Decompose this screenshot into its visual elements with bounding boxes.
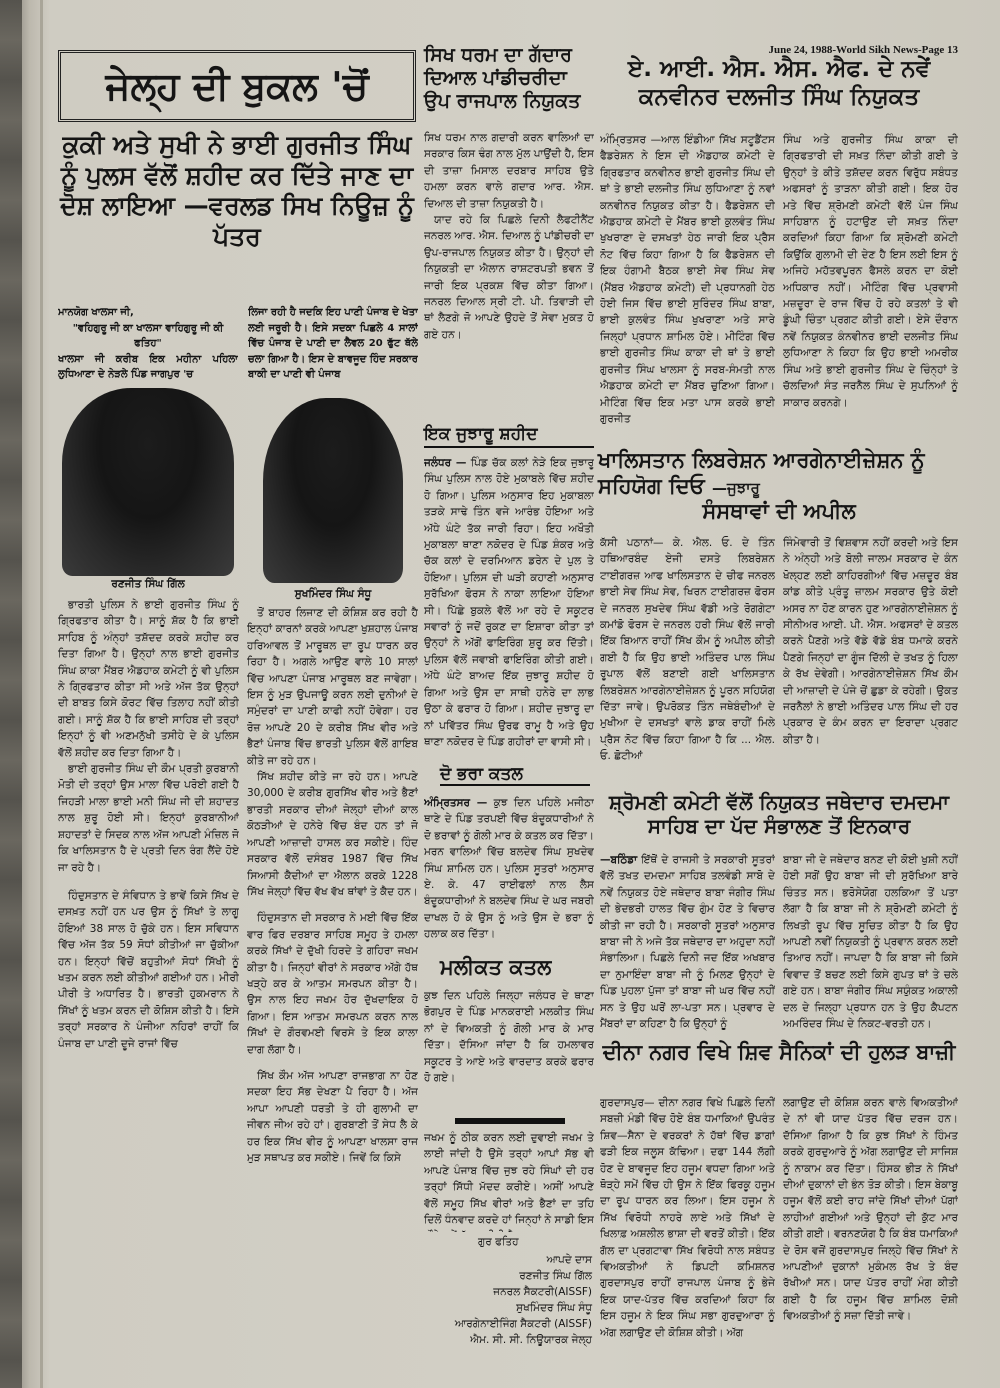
martyr-headline: ਇਕ ਜੁਝਾਰੂ ਸ਼ਹੀਦ — [424, 424, 594, 448]
paragraph: ਭਾਰਤੀ ਪੁਲਿਸ ਨੇ ਭਾਈ ਗੁਰਜੀਤ ਸਿੰਘ ਨੂੰ ਗ੍ਰਿਫਤਾਰ ਕੀਤਾ ਹੈ। ਸਾਨੂੰ ਸ਼ੱਕ ਹੈ ਕਿ ਭਾਈ ਸਾਹਿਬ ਨੂੰ ਅੰਨ੍ਹਾਂ ਤਸ਼ੱਦਦ ਕਰਕੇ ਸ਼ਹੀਦ ਕਰ ਦਿਤਾ ਗਿਆ ਹੈ। ਉਨ੍ਹਾਂ ਨਾਲ ਭਾਈ ਗੁਰਜੀਤ ਸਿੰਘ ਕਾਕਾ ਮੈਂਬਰ ਐਡਹਾਕ ਕਮੇਟੀ ਨੂੰ ਵੀ ਪੁਲਿਸ ਨੇ ਗ੍ਰਿਫਤਾਰ ਕੀਤਾ ਸੀ ਅਤੇ ਅੱਜ ਤੱਕ ਉਨ੍ਹਾਂ ਦੀ ਬਾਬਤ ਕਿਸੇ ਕੋਰਟ ਵਿੱਚ ਤਿਲਾਹ ਨਹੀਂ ਕੀਤੀ ਗਈ। ਸਾਨੂੰ ਸ਼ੱਕ ਹੈ ਕਿ ਭਾਈ ਸਾਹਿਬ ਦੀ ਤਰ੍ਹਾਂ ਇਨ੍ਹਾਂ ਨੂੰ ਵੀ ਅਣਮਨੁੱਖੀ ਤਸੀਹੇ ਦੇ ਕੇ ਪੁਲਿਸ ਵੱਲੋਂ ਸ਼ਹੀਦ ਕਰ ਦਿਤਾ ਗਿਆ ਹੈ। — [58, 599, 239, 759]
section-title-box: ਜੇਲ੍ਹ ਦੀ ਬੁਕਲ 'ਚੋਂ — [58, 50, 416, 122]
paragraph: ਸਿੱਖ ਸ਼ਹੀਦ ਕੀਤੇ ਜਾ ਰਹੇ ਹਨ। ਆਪਣੇ 30,000 ਦੇ ਕਰੀਬ ਗੁਰਸਿੱਖ ਵੀਰ ਅਤੇ ਭੈਣਾਂ ਭਾਰਤੀ ਸਰਕਾਰ ਦੀਆਂ ਜੇਲ੍ਹਾਂ ਦੀਆਂ ਕਾਲ ਕੋਠੜੀਆਂ ਦੇ ਹਨੇਰੇ ਵਿੱਚ ਬੰਦ ਹਨ ਤਾਂ ਜੋ ਆਪਣੀ ਆਜ਼ਾਦੀ ਹਾਸਲ ਕਰ ਸਕੀਏ। ਹਿੰਦ ਸਰਕਾਰ ਵੱਲੋਂ ਦਸੰਬਰ 1987 ਵਿੱਚ ਸਿੱਖ ਸਿਆਸੀ ਕੈਦੀਆਂ ਦਾ ਐਲਾਨ ਕਰਕੇ 1228 ਸਿੱਖ ਜੇਲ੍ਹਾਂ ਵਿੱਚ ਵੱਖ ਵੱਖ ਥਾਂਵਾਂ ਤੇ ਕੈਦ ਹਨ। — [247, 771, 418, 898]
photo-ranjit-singh-gill — [62, 388, 234, 576]
signature-line: ਰਣਜੀਤ ਸਿੰਘ ਗਿੱਲ — [519, 1270, 592, 1282]
martyr-body — [424, 455, 594, 760]
letter-column-2 — [247, 605, 418, 1380]
letter-greeting-block — [58, 305, 238, 385]
signature-line: ਜਨਰਲ ਸੈਕਟਰੀ(AISSF) — [493, 1286, 592, 1298]
photo-caption-left: ਰਣਜੀਤ ਸਿੰਘ ਗਿੱਲ — [111, 578, 185, 590]
paragraph: ਯਾਦ ਰਹੇ ਕਿ ਪਿਛਲੇ ਦਿਨੀ ਲੈਫਟੀਨੈਂਟ ਜਨਰਲ ਆਰ. ਐਸ. ਦਿਆਲ ਨੂੰ ਪਾਂਡੀਚਰੀ ਦਾ ਉਪ-ਰਾਜਪਾਲ ਨਿਯੁਕਤ ਕੀਤਾ ਹੈ। ਉਨ੍ਹਾਂ ਦੀ ਨਿਯੁਕਤੀ ਦਾ ਐਲਾਨ ਰਾਸ਼ਟਰਪਤੀ ਭਵਨ ਤੋਂ ਜਾਰੀ ਇਕ ਪ੍ਰਕਸ਼ ਵਿੱਚ ਕੀਤਾ ਗਿਆ। ਜਨਰਲ ਦਿਆਲ ਸ੍ਰੀ ਟੀ. ਪੀ. ਤਿਵਾੜੀ ਦੀ ਥਾਂ ਲੈਣਗੇ ਜੋ ਆਪਣੇ ਉਹਦੇ ਤੋਂ ਸੇਵਾ ਮੁਕਤ ਹੋ ਗਏ ਹਨ। — [424, 214, 594, 341]
committee-col1 — [600, 852, 775, 1032]
letter-col2-intro: ਲਿਜਾ ਰਹੀ ਹੈ ਜਦਕਿ ਇਹ ਪਾਣੀ ਪੰਜਾਬ ਦੇ ਖੇਤਾ ਲਈ ਜਰੂਰੀ ਹੈ। ਇਸੇ ਸਦਕਾ ਪਿਛਲੇ 4 ਸਾਲਾਂ ਵਿੱਚ ਪੰਜਾਬ ਦੇ ਪਾਣੀ ਦਾ ਲੈਵਲ 20 ਫੁੱਟ ਥੱਲੇ ਚਲਾ ਗਿਆ ਹੈ। ਇਸ ਦੇ ਬਾਵਜੂਦ ਹਿੰਦ ਸਰਕਾਰ ਬਾਕੀ ਦਾ ਪਾਣੀ ਵੀ ਪੰਜਾਬ — [248, 307, 418, 380]
letter-greeting: "ਵਹਿਗੁਰੂ ਜੀ ਕਾ ਖਾਲਸਾ ਵਾਹਿਗੁਰੂ ਜੀ ਕੀ ਫਤਿਹ" — [72, 322, 224, 349]
dinanagar-headline: ਦੀਨਾ ਨਗਰ ਵਿਖੇ ਸ਼ਿਵ ਸੈਨਿਕਾਂ ਦੀ ਹੁਲੜ ਬਾਜ਼ੀ — [602, 1040, 956, 1064]
klo-headline-byline: —ਜੁਝਾਰੂ — [712, 478, 760, 497]
klo-headline-tail: ਸੰਸਥਾਵਾਂ ਦੀ ਅਪੀਲ — [702, 499, 856, 524]
letter-signature — [424, 1252, 592, 1348]
paragraph: ਸਿਖ ਧਰਮ ਨਾਲ ਗਦਾਰੀ ਕਰਨ ਵਾਲਿਆਂ ਦਾ ਸਰਕਾਰ ਕਿਸ ਢੰਗ ਨਾਲ ਮੁੱਲ ਪਾਉਂਦੀ ਹੈ, ਇਸ ਦੀ ਤਾਜ਼ਾ ਮਿਸਾਲ ਦਰਬਾਰ ਸਾਹਿਬ ਉਤੇ ਹਮਲਾ ਕਰਨ ਵਾਲੇ ਗਦਾਰ ਆਰ. ਐਸ. ਦਿਆਲ ਦੀ ਤਾਜ਼ਾ ਨਿਯੁਕਤੀ ਹੈ। — [424, 132, 594, 210]
aissf-col1: ਅੰਮ੍ਰਿਤਸਰ —ਆਲ ਇੰਡੀਆ ਸਿੱਖ ਸਟੂਡੈਂਟਸ ਫੈਡਰੇਸ਼ਨ ਨੇ ਇਸ ਦੀ ਐਡਹਾਕ ਕਮੇਟੀ ਦੇ ਗ੍ਰਿਫਤਾਰ ਕਨਵੀਨਰ ਭਾਈ ਗੁਰਜੀਤ ਸਿੰਘ ਦੀ ਥਾਂ ਤੇ ਭਾਈ ਦਲਜੀਤ ਸਿੰਘ ਲੁਧਿਆਣਾ ਨੂੰ ਨਵਾਂ ਕਨਵੀਨਰ ਨਿਯੁਕਤ ਕੀਤਾ ਹੈ। ਫੈਡਰੇਸ਼ਨ ਦੀ ਐਡਹਾਕ ਕਮੇਟੀ ਦੇ ਮੈਂਬਰ ਭਾਈ ਕੁਲਵੰਤ ਸਿੰਘ ਖੁਖਰਾਣਾ ਦੇ ਦਸਖਤਾਂ ਹੇਠ ਜਾਰੀ ਇਕ ਪ੍ਰੈਸ ਨੋਟ ਵਿੱਚ ਕਿਹਾ ਗਿਆ ਹੈ ਕਿ ਫੈਡਰੇਸ਼ਨ ਦੀ ਇਕ ਹੰਗਾਮੀ ਬੈਠਕ ਭਾਈ ਸੇਵ ਸਿੰਘ ਸੇਵ (ਮੈਂਬਰ ਐਡਹਾਕ ਕਮੇਟੀ) ਦੀ ਪ੍ਰਧਾਨਗੀ ਹੇਠ ਹੋਈ ਜਿਸ ਵਿੱਚ ਭਾਈ ਸੁਰਿੰਦਰ ਸਿੰਘ ਬਾਬਾ, ਭਾਈ ਕੁਲਵੰਤ ਸਿੰਘ ਖੁਖਰਾਣਾ ਅਤੇ ਸਾਰੇ ਜਿਲ੍ਹਾਂ ਪ੍ਰਧਾਨ ਸ਼ਾਮਿਲ ਹੋਏ। ਮੀਟਿੰਗ ਵਿੱਚ ਭਾਈ ਗੁਰਜੀਤ ਸਿੰਘ ਕਾਕਾ ਦੀ ਥਾਂ ਤੇ ਭਾਈ ਗੁਰਜੀਤ ਸਿੰਘ ਖਾਲਸਾ ਨੂੰ ਸਰਬ-ਸੰਮਤੀ ਨਾਲ ਐਡਹਾਕ ਕਮੇਟੀ ਦਾ ਮੈਂਬਰ ਚੁਣਿਆ ਗਿਆ। ਮੀਟਿੰਗ ਵਿੱਚ ਇਕ ਮਤਾ ਪਾਸ ਕਰਕੇ ਭਾਈ ਗੁਰਜੀਤ — [600, 134, 775, 425]
paragraph: ਹਿੰਦੁਸਤਾਨ ਦੇ ਸੰਵਿਧਾਨ ਤੇ ਭਾਵੇਂ ਕਿਸੇ ਸਿੱਖ ਦੇ ਦਸਖ਼ਤ ਨਹੀਂ ਹਨ ਪਰ ਉਸ ਨੂੰ ਸਿੱਖਾਂ ਤੇ ਲਾਗੂ ਹੋਇਆਂ 38 ਸਾਲ ਹੋ ਚੁੱਕੇ ਹਨ। ਇਸ ਸਵਿਧਾਨ ਵਿੱਚ ਅੱਜ ਤੱਕ 59 ਸੋਧਾਂ ਕੀਤੀਆਂ ਜਾ ਚੁੱਕੀਆ ਹਨ। ਇਨ੍ਹਾਂ ਵਿੱਚੋਂ ਬਹੁਤੀਆਂ ਸੋਧਾਂ ਸਿੱਖੀ ਨੂੰ ਖਤਮ ਕਰਨ ਲਈ ਕੀਤੀਆਂ ਗਈਆਂ ਹਨ। ਮੀਰੀ ਪੀਰੀ ਤੇ ਅਧਾਰਿਤ ਹੈ। ਭਾਰਤੀ ਹੁਕਮਰਾਨ ਨੇ ਸਿੱਖਾਂ ਨੂੰ ਖਤਮ ਕਰਨ ਦੀ ਕੋਸ਼ਿਸ ਕੀਤੀ ਹੈ। ਇਸੇ ਤਰ੍ਹਾਂ ਸਰਕਾਰ ਨੇ ਪੰਜੀਆ ਨਹਿਰਾਂ ਰਾਹੀਂ ਕਿ ਪੰਜਾਬ ਦਾ ਪਾਣੀ ਦੂਜੇ ਰਾਜਾਂ ਵਿੱਚ — [58, 889, 239, 1050]
dial-headline: ਸਿਖ ਧਰਮ ਦਾ ਗੱਦਾਰ ਦਿਆਲ ਪਾਂਡੀਚਰੀਦਾ ਉਪ ਰਾਜਪਾਲ ਨਿਯੁਕਤ — [424, 44, 581, 113]
brothers-headline: ਦੋ ਭਰਾ ਕਤਲ — [440, 764, 590, 786]
article-text: ਪਿੰਡ ਚੱਕ ਕਲਾਂ ਨੇੜੇ ਇਕ ਜੁਝਾਰੂ ਸਿੰਘ ਪੁਲਿਸ ਨਾਲ ਹੋਏ ਮੁਕਾਬਲੇ ਵਿੱਚ ਸ਼ਹੀਦ ਹੋ ਗਿਆ। ਪੁਲਿਸ ਅਨੁਸਾਰ ਇਹ ਮੁਕਾਬਲਾ ਤੜਕੇ ਸਾਢੇ ਤਿੰਨ ਵਜੇ ਆਰੰਭ ਹੋਇਆ ਅਤੇ ਅੱਧੇ ਘੰਟੇ ਤੱਕ ਜਾਰੀ ਰਿਹਾ। ਇਹ ਅਖੌਤੀ ਮੁਕਾਬਲਾ ਥਾਣਾ ਨਕੋਦਰ ਦੇ ਪਿੰਡ ਸ਼ੰਕਰ ਅਤੇ ਚੱਕ ਕਲਾਂ ਦੇ ਦਰਮਿਆਨ ਡਰੇਨ ਦੇ ਪੁਲ ਤੇ ਹੋਇਆ। ਪੁਲਿਸ ਦੀ ਘੜੀ ਕਹਾਣੀ ਅਨੁਸਾਰ ਸੁਰੱਖਿਆ ਫੋਰਸ ਨੇ ਨਾਕਾ ਲਾਇਆ ਹੋਇਆ ਸੀ। ਪਿੱਛੇ ਬੁਕਲੇ ਵੱਲੋਂ ਆ ਰਹੇ ਦੋ ਸਕੂਟਰ ਸਵਾਰਾਂ ਨੂੰ ਜਦੋਂ ਰੁਕਣ ਦਾ ਇਸ਼ਾਰਾ ਕੀਤਾ ਤਾਂ ਉਨ੍ਹਾਂ ਨੇ ਅੱਗੋਂ ਫਾਇਰਿੰਗ ਸ਼ੁਰੂ ਕਰ ਦਿੱਤੀ। ਪੁਲਿਸ ਵੱਲੋਂ ਜਵਾਬੀ ਫਾਇਰਿੰਗ ਕੀਤੀ ਗਈ। ਅੱਧੇ ਘੰਟੇ ਬਾਅਦ ਇੱਕ ਜੁਝਾਰੂ ਸ਼ਹੀਦ ਹੋ ਗਿਆ ਅਤੇ ਉਸ ਦਾ ਸਾਥੀ ਹਨੇਰੇ ਦਾ ਲਾਭ ਉਠਾ ਕੇ ਫਰਾਰ ਹੋ ਗਿਆ। ਸ਼ਹੀਦ ਜੁਝਾਰੂ ਦਾ ਨਾਂ ਪਵਿੱਤਰ ਸਿੰਘ ਉਰਫ ਰਾਮੂ ਹੈ ਅਤੇ ਉਹ ਥਾਣਾ ਨਕੋਦਰ ਦੇ ਪਿੰਡ ਗਹੀਰਾਂ ਦਾ ਵਾਸੀ ਸੀ। — [424, 457, 594, 748]
letter-closing-body: ਜਖਮ ਨੂੰ ਠੀਕ ਕਰਨ ਲਈ ਦੁਵਾਈ ਜਖਮ ਤੇ ਲਾਈ ਜਾਂਦੀ ਹੈ ਉਸੇ ਤਰ੍ਹਾਂ ਆਪਾਂ ਸੱਭ ਵੀ ਆਪਣੇ ਪੰਜਾਬ ਵਿੱਚ ਜੁਝ ਰਹੇ ਸਿੰਘਾਂ ਦੀ ਹਰ ਤਰ੍ਹਾਂ ਸਿੱਧੀ ਮੱਦਦ ਕਰੀਏ। ਅਸੀਂ ਆਪਣੇ ਵੱਲੋਂ ਸਮੂਹ ਸਿੱਖ ਵੀਰਾਂ ਅਤੇ ਭੈਣਾਂ ਦਾ ਤਹਿ ਦਿਲੋਂ ਧੰਨਵਾਦ ਕਰਦੇ ਹਾਂ ਜਿਨ੍ਹਾਂ ਨੇ ਸਾਡੀ ਇਸ — [424, 1132, 594, 1227]
malikat-body: ਕੁਝ ਦਿਨ ਪਹਿਲੇ ਜਿਲ੍ਹਾ ਜਲੰਧਰ ਦੇ ਥਾਣਾ ਭੋਗਪੁਰ ਦੇ ਪਿੰਡ ਮਾਨਕਰਾਈ ਮਲਕੀਤ ਸਿੰਘ ਨਾਂ ਦੇ ਵਿਅਕਤੀ ਨੂੰ ਗੋਲੀ ਮਾਰ ਕੇ ਮਾਰ ਦਿੱਤਾ। ਦੱਸਿਆ ਜਾਂਦਾ ਹੈ ਕਿ ਹਮਲਾਵਰ ਸਕੂਟਰ ਤੇ ਆਏ ਅਤੇ ਵਾਰਦਾਤ ਕਰਕੇ ਫਰਾਰ ਹੋ ਗਏ। — [424, 990, 594, 1085]
page-masthead: June 24, 1988-World Sikh News-Page 13 — [768, 44, 958, 56]
klo-col1: ਕੱਸੀ ਪਠਾਨਾਂ— ਕੇ. ਐਲ. ਓ. ਦੇ ਤਿੰਨ ਹਥਿਆਰਬੰਦ ਏਜੀ ਦਸਤੇ ਲਿਬਰੇਸ਼ਨ ਟਾਈਗਰਜ਼ ਆਫ ਖਾਲਿਸਤਾਨ ਦੇ ਚੀਫ ਜਨਰਲ ਭਾਈ ਸੇਵ ਸਿੰਘ ਸੇਵ, ਖਿਰਨ ਟਾਈਗਰਜ਼ ਫੋਰਸ ਦੇ ਜਨਰਲ ਸੁਖਦੇਵ ਸਿੰਘ ਵੱਡੀ ਅਤੇ ਰੋਗਗੇਟਾ ਕਮਾਂਡੋ ਫੋਰਸ ਦੇ ਜਨਰਲ ਹਰੀ ਸਿੰਘ ਵੱਲੋਂ ਜਾਰੀ ਇੱਕ ਬਿਆਨ ਰਾਹੀਂ ਸਿੱਖ ਕੌਮ ਨੂੰ ਅਪੀਲ ਕੀਤੀ ਗਈ ਹੈ ਕਿ ਉਹ ਭਾਈ ਅਤਿੰਦਰ ਪਾਲ ਸਿੰਘ ਰੂਪਾਲ ਵੱਲੋਂ ਬਣਾਈ ਗਈ ਖਾਲਿਸਤਾਨ ਲਿਬਰੇਸ਼ਨ ਆਰਗੇਨਾਈਜ਼ੇਸ਼ਨ ਨੂੰ ਪੂਰਨ ਸਹਿਯੋਗ ਦਿੱਤਾ ਜਾਵੇ। ਉਪਰੋਕਤ ਤਿੰਨ ਜਥੇਬੰਦੀਆਂ ਦੇ ਮੁਖੀਆ ਦੇ ਦਸਖਤਾਂ ਵਾਲੇ ਡਾਕ ਰਾਹੀਂ ਮਿਲੇ ਪ੍ਰੈਸ ਨੋਟ ਵਿੱਚ ਕਿਹਾ ਗਿਆ ਹੈ ਕਿ ... ਐਲ. ਓ. ਛੋਟੀਆਂ — [600, 537, 775, 763]
dinanagar-col1: ਗੁਰਦਾਸਪੁਰ— ਦੀਨਾ ਨਗਰ ਵਿਖੇ ਪਿਛਲੇ ਦਿਨੀਂ ਸਬਜ਼ੀ ਮੰਡੀ ਵਿੱਚ ਹੋਏ ਬੰਬ ਧਮਾਕਿਆਂ ਉਪਰੰਤ ਸ਼ਿਵ—ਸੈਨਾ ਦੇ ਵਰਕਰਾਂ ਨੇ ਹੱਥਾਂ ਵਿੱਚ ਡਾਗਾਂ ਫੜੀ ਇਕ ਜਲੂਸ ਕੱਢਿਆ। ਦਫਾ 144 ਲੱਗੀ ਹੋਣ ਦੇ ਬਾਵਜੂਦ ਇਹ ਹਜੂਮ ਵਧਦਾ ਗਿਆ ਅਤੇ ਥੋੜ੍ਹੇ ਸਮੇਂ ਵਿੱਚ ਹੀ ਉਸ ਨੇ ਇੱਕ ਫਿਰਕੂ ਹਜੂਮ ਦਾ ਰੂਪ ਧਾਰਨ ਕਰ ਲਿਆ। ਇਸ ਹਜੂਮ ਨੇ ਸਿੱਖ ਵਿਰੋਧੀ ਨਾਹਰੇ ਲਾਏ ਅਤੇ ਸਿੱਖਾਂ ਦੇ ਖਿਲਾਫ਼ ਅਸ਼ਲੀਲ ਭਾਸ਼ਾ ਦੀ ਵਰਤੋਂ ਕੀਤੀ। ਇੱਕ ਗੱਲ ਦਾ ਪ੍ਰਗਟਾਵਾ ਸਿੱਖ ਵਿਰੋਧੀ ਨਾਲ ਸਬੰਧਤ ਵਿਅਕਤੀਆਂ ਨੇ ਡਿਪਟੀ ਕਮਿਸ਼ਨਰ ਗੁਰਦਾਸਪੁਰ ਰਾਹੀਂ ਰਾਜਪਾਲ ਪੰਜਾਬ ਨੂੰ ਭੇਜੇ ਇਕ ਯਾਦ-ਪੱਤਰ ਵਿੱਚ ਕਰਦਿਆਂ ਕਿਹਾ ਕਿ ਇਸ ਹਜੂਮ ਨੇ ਇਕ ਸਿੰਘ ਸਭਾ ਗੁਰਦੁਆਰਾ ਨੂੰ ਅੱਗ ਲਗਾਉਣ ਦੀ ਕੋਸ਼ਿਸ਼ ਕੀਤੀ। ਅੱਗ — [600, 1097, 775, 1339]
article-text: ਕੁਝ ਦਿਨ ਪਹਿਲੇ ਮਜੀਠਾ ਥਾਣੇ ਦੇ ਪਿੰਡ ਤਰਪਈ ਵਿੱਚ ਬੰਦੂਕਧਾਰੀਆਂ ਨੇ ਦੋ ਭਰਾਵਾਂ ਨੂੰ ਗੋਲੀ ਮਾਰ ਕੇ ਕਤਲ ਕਰ ਦਿੱਤਾ। ਮਰਨ ਵਾਲਿਆਂ ਵਿੱਚ ਬਲਦੇਵ ਸਿੰਘ ਸੁਖਦੇਵ ਸਿੰਘ ਸ਼ਾਮਿਲ ਹਨ। ਪੁਲਿਸ ਸੂਤਰਾਂ ਅਨੁਸਾਰ ਏ. ਕੇ. 47 ਰਾਈਫਲਾਂ ਨਾਲ ਲੈਸ ਬੰਦੂਕਧਾਰੀਆਂ ਨੇ ਬਲਦੇਵ ਸਿੰਘ ਦੇ ਘਰ ਜਬਰੀ ਦਾਖਲ ਹੋ ਕੇ ਉਸ ਨੂੰ ਅਤੇ ਉਸ ਦੇ ਭਰਾ ਨੂੰ ਹਲਾਕ ਕਰ ਦਿੱਤਾ। — [424, 797, 594, 941]
klo-col2: ਜਿੰਮੇਵਾਰੀ ਤੋਂ ਵਿਸ਼ਵਾਸ ਨਹੀਂ ਕਰਦੀ ਅਤੇ ਇਸ ਨੇ ਅੰਨ੍ਹੀ ਅਤੇ ਬੋਲੀ ਜਾਲਮ ਸਰਕਾਰ ਦੇ ਕੰਨ ਖੋਲ੍ਹਣ ਲਈ ਕਾਹਿਰਗੀਆਂ ਵਿੱਚ ਮਜ਼ਦੂਰ ਬੰਬ ਕਾਂਡ ਕੀਤੇ ਪ੍ਰੰਤੂ ਜ਼ਾਲਮ ਸਰਕਾਰ ਉਤੇ ਕੋਈ ਅਸਰ ਨਾ ਹੋਣ ਕਾਰਨ ਹੁਣ ਆਰਗੇਨਾਈਜ਼ੇਸ਼ਨ ਨੂੰ ਸੀਨੀਅਰ ਆਈ. ਪੀ. ਐਸ. ਅਫਸਰਾਂ ਦੇ ਕਤਲ ਕਰਨੇ ਪੈਣਗੇ ਅਤੇ ਵੱਡੇ ਵੱਡੇ ਬੰਬ ਧਮਾਕੇ ਕਰਨੇ ਪੈਣਗੇ ਜਿਨ੍ਹਾਂ ਦਾ ਗੂੰਜ ਦਿੱਲੀ ਦੇ ਤਖਤ ਨੂੰ ਹਿਲਾ ਕੇ ਰੱਖ ਦੇਵੇਗੀ। ਆਰਗੇਨਾਈਜ਼ੇਸ਼ਨ ਸਿੱਖ ਕੌਮ ਦੀ ਆਜ਼ਾਦੀ ਦੇ ਪੰਜੇ ਚੋਂ ਛੁਡਾ ਕੇ ਰਹੇਗੀ। ਉਕਤ ਜਰਨੈਲਾਂ ਨੇ ਭਾਈ ਅਤਿੰਦਰ ਪਾਲ ਸਿੰਘ ਦੀ ਹਰ ਪ੍ਰਕਾਰ ਦੇ ਕੰਮ ਕਰਨ ਦਾ ਇਰਾਦਾ ਪ੍ਰਗਟ ਕੀਤਾ ਹੈ। — [783, 537, 958, 746]
letter-column-1 — [58, 597, 239, 1382]
article-text: ਇੱਥੋਂ ਦੇ ਰਾਜਸੀ ਤੇ ਸਰਕਾਰੀ ਸੂਤਰਾਂ ਵੱਲੋਂ ਤਖਤ ਦਮਦਮਾ ਸਾਹਿਬ ਤਲਵੰਡੀ ਸਾਬੋ ਦੇ ਨਵੇਂ ਨਿਯੁਕਤ ਹੋਏ ਜਥੇਦਾਰ ਬਾਬਾ ਜੰਗੀਰ ਸਿੰਘ ਦੀ ਭੇਦਭਰੀ ਹਾਲਤ ਵਿੱਚ ਗੁੰਮ ਹੋਣ ਤੇ ਵਿਚਾਰ ਕੀਤੀ ਜਾ ਰਹੀ ਹੈ। ਸਰਕਾਰੀ ਸੂਤਰਾਂ ਅਨੁਸਾਰ ਬਾਬਾ ਜੀ ਨੇ ਅਜੇ ਤੱਕ ਜਥੇਦਾਰ ਦਾ ਅਹੁਦਾ ਨਹੀਂ ਸੰਭਾਲਿਆ। ਪਿਛਲੇ ਦਿਨੀ ਜਦ ਇੱਕ ਅਖਬਾਰ ਦਾ ਨੁਮਾਇੰਦਾ ਬਾਬਾ ਜੀ ਨੂੰ ਮਿਲਣ ਉਨ੍ਹਾਂ ਦੇ ਪਿੰਡ ਪੁਹਲਾ ਪੁੱਜਾ ਤਾਂ ਬਾਬਾ ਜੀ ਘਰ ਵਿੱਚ ਨਹੀਂ ਸਨ ਤੇ ਉਹ ਘਰੋਂ ਲਾ-ਪਤਾ ਸਨ। ਪ੍ਰਵਾਰ ਦੇ ਮੈਂਬਰਾਂ ਦਾ ਕਹਿਣਾ ਹੈ ਕਿ ਉਨ੍ਹਾਂ ਨੂੰ — [600, 854, 775, 1031]
klo-headline-main: ਖਾਲਿਸਤਾਨ ਲਿਬਰੇਸ਼ਨ ਆਰਗੇਨਾਈਜ਼ੇਸ਼ਨ ਨੂੰ ਸਹਿਯੋਗ ਦਿਓ — [598, 448, 925, 498]
signature-line: ਸੁਖਮਿੰਦਰ ਸਿੰਘ ਸੰਧੂ — [516, 1302, 592, 1314]
paragraph: ਭਾਈ ਗੁਰਜੀਤ ਸਿੰਘ ਦੀ ਕੌਮ ਪ੍ਰਤੀ ਕੁਰਬਾਨੀ ਮੋਤੀ ਦੀ ਤਰ੍ਹਾਂ ਉਸ ਮਾਲਾ ਵਿੱਚ ਪਰੋਈ ਗਈ ਹੈ ਜਿਹੜੀ ਮਾਲਾ ਭਾਈ ਮਨੀ ਸਿੰਘ ਜੀ ਦੀ ਸ਼ਹਾਦਤ ਨਾਲ ਸ਼ੁਰੂ ਹੋਈ ਸੀ। ਇਨ੍ਹਾਂ ਕੁਰਬਾਨੀਆਂ ਸ਼ਹਾਦਤਾਂ ਦੇ ਸਿਦਕ ਨਾਲ ਅੱਜ ਆਪਣੀ ਮੰਜ਼ਿਲ ਜੋ ਕਿ ਖਾਲਿਸਤਾਨ ਹੈ ਦੇ ਪ੍ਰਤੀ ਦਿਨ ਰੰਗ ਲੈਂਦੇ ਹੋਏ ਜਾ ਰਹੇ ਹੈ। — [58, 763, 239, 874]
signature-line: ਆਰਗੇਨਾਈਜਿੰਗ ਸੈਕਟਰੀ (AISSF) — [454, 1318, 592, 1330]
page-fold — [40, 0, 43, 1388]
committee-col2: ਬਾਬਾ ਜੀ ਦੇ ਜਥੇਦਾਰ ਬਨਣ ਦੀ ਕੋਈ ਖੁਸ਼ੀ ਨਹੀਂ ਹੋਈ ਸਗੋਂ ਉਹ ਬਾਬਾ ਜੀ ਦੀ ਸੁਰੱਖਿਆ ਬਾਰੇ ਚਿੰਤਤ ਸਨ। ਭਰੋਸੇਯੋਗ ਹਲਕਿਆ ਤੋਂ ਪਤਾ ਲੱਗਾ ਹੈ ਕਿ ਬਾਬਾ ਜੀ ਨੇ ਸ਼੍ਰੋਮਣੀ ਕਮੇਟੀ ਨੂੰ ਲਿਖਤੀ ਰੂਪ ਵਿੱਚ ਸੂਚਿਤ ਕੀਤਾ ਹੈ ਕਿ ਉਹ ਆਪਣੀ ਨਵੀਂ ਨਿਯੁਕਤੀ ਨੂੰ ਪ੍ਰਵਾਨ ਕਰਨ ਲਈ ਤਿਆਰ ਨਹੀਂ। ਜਾਪਦਾ ਹੈ ਕਿ ਬਾਬਾ ਜੀ ਕਿਸੇ ਵਿਵਾਦ ਤੋਂ ਬਚਣ ਲਈ ਕਿਸੇ ਗੁਪਤ ਥਾਂ ਤੇ ਚਲੇ ਗਏ ਹਨ। ਬਾਬਾ ਜੰਗੀਰ ਸਿੰਘ ਸਯੁੰਕਤ ਅਕਾਲੀ ਦਲ ਦੇ ਜਿਲ੍ਹਾ ਪ੍ਰਧਾਨ ਹਨ ਤੇ ਉਹ ਕੈਪਟਨ ਅਮਰਿੰਦਰ ਸਿੰਘ ਦੇ ਨਿਕਟ-ਵਰਤੀ ਹਨ। — [783, 854, 958, 1031]
aissf-headline: ਏ. ਆਈ. ਐਸ. ਐਸ. ਐਫ. ਦੇ ਨਵੇਂ ਕਨਵੀਨਰ ਦਲਜੀਤ ਸਿੰਘ ਨਿਯੁਕਤ — [627, 56, 931, 111]
letter-closing: ਗੁਰ ਫਤਿਹ — [478, 1236, 519, 1248]
klo-headline — [598, 448, 960, 525]
divider-bar — [455, 1118, 565, 1124]
paragraph: ਸਿੱਖ ਕੌਮ ਅੱਜ ਆਪਣਾ ਰਾਜਭਾਗ ਨਾ ਹੋਣ ਸਦਕਾ ਇਹ ਸੱਭ ਦੇਖਣਾ ਪੈ ਰਿਹਾ ਹੈ। ਅੱਜ ਆਪਾ ਆਪਣੀ ਧਰਤੀ ਤੇ ਹੀ ਗੁਲਾਮੀ ਦਾ ਜੀਵਨ ਜੀਅ ਰਹੇ ਹਾਂ। ਗੁਰਬਾਣੀ ਤੋਂ ਸੇਧ ਲੈ ਕੇ ਹਰ ਇਕ ਸਿੱਖ ਵੀਰ ਨੂੰ ਆਪਣਾ ਖਾਲਸਾ ਰਾਜ ਮੁੜ ਸਥਾਪਤ ਕਰ ਸਕੀਏ। ਜਿਵੇਂ ਕਿ ਕਿਸੇ — [247, 1069, 418, 1164]
dateline: ਜਲੰਧਰ — — [424, 457, 467, 469]
paragraph: ਹਿੰਦੁਸਤਾਨ ਦੀ ਸਰਕਾਰ ਨੇ ਮਈ ਵਿੱਚ ਇੱਕ ਵਾਰ ਫਿਰ ਦਰਬਾਰ ਸਾਹਿਬ ਸਮੂਹ ਤੇ ਹਮਲਾ ਕਰਕੇ ਸਿੱਖਾਂ ਦੇ ਦੁੱਖੀ ਹਿਰਦੇ ਤੇ ਗਹਿਰਾ ਜਖਮ ਕੀਤਾ ਹੈ। ਜਿਨ੍ਹਾਂ ਵੀਰਾਂ ਨੇ ਸਰਕਾਰ ਅੱਗੇ ਹੱਥ ਖੜ੍ਹੇ ਕਰ ਕੇ ਆਤਮ ਸਮਰਪਨ ਕੀਤਾ ਹੈ। ਉਸ ਨਾਲ ਇਹ ਜਖਮ ਹੋਰ ਦੁੱਖਦਾਇਕ ਹੋ ਗਿਆ। ਇਸ ਆਤਮ ਸਮਰਪਨ ਕਰਨ ਨਾਲ ਸਿੱਖਾਂ ਦੇ ਗੌਰਵਮਈ ਵਿਰਸੇ ਤੇ ਇਕ ਕਾਲਾ ਦਾਗ ਲੱਗਾ ਹੈ। — [247, 912, 418, 1056]
signature-line: ਆਪਦੇ ਦਾਸ — [546, 1254, 592, 1266]
committee-headline: ਸ਼੍ਰੋਮਣੀ ਕਮੇਟੀ ਵੱਲੋਂ ਨਿਯੁਕਤ ਜਥੇਦਾਰ ਦਮਦਮਾ ਸਾਹਿਬ ਦਾ ਪੱਦ ਸੰਭਾਲਣ ਤੋਂ ਇਨਕਾਰ — [608, 790, 950, 839]
dial-body — [424, 130, 594, 420]
paragraph: ਤੋਂ ਬਾਹਰ ਲਿਜਾਣ ਦੀ ਕੋਸ਼ਿਸ਼ ਕਰ ਰਹੀ ਹੈ ਇਨ੍ਹਾਂ ਕਾਰਨਾਂ ਕਰਕੇ ਆਪਣਾ ਖੁਸ਼ਹਾਲ ਪੰਜਾਬ ਹਰਿਆਵਲ ਤੋਂ ਮਾਰੂਥਲ ਦਾ ਰੂਪ ਧਾਰਨ ਕਰ ਰਿਹਾ ਹੈ। ਅਗਲੇ ਆਉਣ ਵਾਲੇ 10 ਸਾਲਾਂ ਵਿੱਚ ਆਪਣਾ ਪੰਜਾਬ ਮਾਰੂਥਲ ਬਣ ਜਾਵੇਗਾ। ਇਸ ਨੂੰ ਮੁੜ ਉਪਜਾਊ ਕਰਨ ਲਈ ਦੁਨੀਆਂ ਦੇ ਸਮੁੰਦਰਾਂ ਦਾ ਪਾਣੀ ਕਾਫੀ ਨਹੀਂ ਹੋਵੇਗਾ। ਹਰ ਰੋਜ਼ ਆਪਣੇ 20 ਦੇ ਕਰੀਬ ਸਿੱਖ ਵੀਰ ਅਤੇ ਭੈਣਾਂ ਪੰਜਾਬ ਵਿੱਚ ਭਾਰਤੀ ਪੁਲਿਸ ਵੱਲੋਂ ਗਾਇਬ ਕੀਤੇ ਜਾ ਰਹੇ ਹਨ। — [247, 607, 418, 767]
dinanagar-col2: ਲਗਾਉਣ ਦੀ ਕੋਸ਼ਿਸ਼ ਕਰਨ ਵਾਲੇ ਵਿਅਕਤੀਆਂ ਦੇ ਨਾਂ ਵੀ ਯਾਦ ਪੱਤਰ ਵਿੱਚ ਦਰਜ ਹਨ। ਦੱਸਿਆ ਗਿਆ ਹੈ ਕਿ ਕੁਝ ਸਿੱਖਾਂ ਨੇ ਹਿੰਮਤ ਕਰਕੇ ਗੁਰਦੁਆਰੇ ਨੂੰ ਅੱਗ ਲਗਾਉਣ ਦੀ ਸਾਜਿਸ਼ ਨੂੰ ਨਾਕਾਮ ਕਰ ਦਿੱਤਾ। ਹਿੰਸਕ ਭੀੜ ਨੇ ਸਿੱਖਾਂ ਦੀਆਂ ਦੁਕਾਨਾਂ ਦੀ ਭੰਨ ਤੋੜ ਕੀਤੀ। ਇਸ ਬੇਕਾਬੂ ਹਜੂਮ ਵੱਲੋਂ ਕਈ ਰਾਹ ਜਾਂਦੇ ਸਿੱਖਾਂ ਦੀਆਂ ਪੱਗਾਂ ਲਾਹੀਆਂ ਗਈਆਂ ਅਤੇ ਉਨ੍ਹਾਂ ਦੀ ਕੁੱਟ ਮਾਰ ਕੀਤੀ ਗਈ। ਵਰਨਣਯੋਗ ਹੈ ਕਿ ਬੰਬ ਧਮਾਕਿਆਂ ਦੇ ਰੋਸ ਵਜੋਂ ਗੁਰਦਾਸਪੁਰ ਜਿਲ੍ਹੇ ਵਿੱਚ ਸਿੱਖਾਂ ਨੇ ਆਪਣੀਆਂ ਦੁਕਾਨਾਂ ਮੁਕੰਮਲ ਰੱਖ ਤੇ ਬੰਦ ਰੱਖੀਆਂ ਸਨ। ਯਾਦ ਪੱਤਰ ਰਾਹੀਂ ਮੰਗ ਕੀਤੀ ਗਈ ਹੈ ਕਿ ਹਜੂਮ ਵਿੱਚ ਸ਼ਾਮਿਲ ਦੋਸ਼ੀ ਵਿਅਕਤੀਆਂ ਨੂੰ ਸਜ਼ਾ ਦਿੱਤੀ ਜਾਵੇ। — [783, 1097, 958, 1323]
signature-line: ਐਮ. ਸੀ. ਸੀ. ਨਿਊਯਾਰਕ ਜੇਲ੍ਹ — [470, 1334, 592, 1346]
letter-headline: ਕੁਕੀ ਅਤੇ ਸੁਖੀ ਨੇ ਭਾਈ ਗੁਰਜੀਤ ਸਿੰਘ ਨੂੰ ਪੁਲਸ ਵੱਲੋਂ ਸ਼ਹੀਦ ਕਰ ਦਿੱਤੇ ਜਾਣ ਦਾ ਦੋਸ਼ ਲਾਇਆ —ਵਰਲਡ ਸਿਖ ਨਿਊਜ਼ ਨੂੰ ਪੱਤਰ — [60, 130, 414, 251]
aissf-col2: ਸਿੰਘ ਅਤੇ ਗੁਰਜੀਤ ਸਿੰਘ ਕਾਕਾ ਦੀ ਗ੍ਰਿਫਤਾਰੀ ਦੀ ਸਖ਼ਤ ਨਿੰਦਾ ਕੀਤੀ ਗਈ ਤੇ ਉਨ੍ਹਾਂ ਤੇ ਕੀਤੇ ਤਸ਼ੱਦਦ ਕਰਨ ਵਿਰੁੱਧ ਸਬੰਧਤ ਅਫਸਰਾਂ ਨੂੰ ਤਾੜਨਾ ਕੀਤੀ ਗਈ। ਇਕ ਹੋਰ ਮਤੇ ਵਿੱਚ ਸ਼੍ਰੋਮਣੀ ਕਮੇਟੀ ਵੱਲੋਂ ਪੰਜ ਸਿੰਘ ਸਾਹਿਬਾਨ ਨੂੰ ਹਟਾਉਣ ਦੀ ਸਖ਼ਤ ਨਿੰਦਾ ਕਰਦਿਆਂ ਕਿਹਾ ਗਿਆ ਕਿ ਸ਼੍ਰੋਮਣੀ ਕਮੇਟੀ ਕਿਉਂਕਿ ਗੁਲਾਮੀ ਦੀ ਦੇਣ ਹੈ ਇਸ ਲਈ ਇਸ ਨੂੰ ਅਜਿਹੇ ਮਹੱਤਵਪੂਰਨ ਫੈਸਲੇ ਕਰਨ ਦਾ ਕੋਈ ਅਧਿਕਾਰ ਨਹੀਂ। ਮੀਟਿੰਗ ਵਿੱਚ ਪ੍ਰਵਾਸੀ ਮਜ਼ਦੂਰਾ ਦੇ ਰਾਜ ਵਿੱਚ ਹੋ ਰਹੇ ਕਤਲਾਂ ਤੇ ਵੀ ਡੂੰਘੀ ਚਿੰਤਾ ਪ੍ਰਗਟ ਕੀਤੀ ਗਈ। ਏਸੇ ਦੌਰਾਨ ਨਵੇਂ ਨਿਯੁਕਤ ਕੰਨਵੀਨਰ ਭਾਈ ਦਲਜੀਤ ਸਿੰਘ ਲੁਧਿਆਣਾ ਨੇ ਕਿਹਾ ਕਿ ਉਹ ਭਾਈ ਅਮਰੀਕ ਸਿੰਘ ਅਤੇ ਭਾਈ ਗੁਰਜੀਤ ਸਿੰਘ ਦੇ ਚਿੰਨ੍ਹਾਂ ਤੇ ਚੱਲਦਿਆਂ ਸੰਤ ਜਰਨੈਲ ਸਿੰਘ ਦੇ ਸੁਪਨਿਆਂ ਨੂੰ ਸਾਕਾਰ ਕਰਨਗੇ। — [783, 134, 958, 409]
brothers-body — [424, 795, 594, 945]
dateline: ਅੰਮ੍ਰਿਤਸਰ — — [424, 797, 488, 809]
malikat-headline: ਮਲੀਕਤ ਕਤਲ — [440, 955, 552, 979]
dateline: —ਬਠਿੰਡਾ — [600, 854, 638, 866]
letter-salutation: ਮਾਨਯੋਗ ਖਾਲਸਾ ਜੀ, — [58, 307, 134, 318]
binder-edge — [0, 0, 22, 1388]
letter-intro: ਖਾਲਸਾ ਜੀ ਕਰੀਬ ਇਕ ਮਹੀਨਾ ਪਹਿਲਾ ਲੁਧਿਆਣਾ ਦੇ ਨੇੜਲੇ ਪਿੰਡ ਜਾਗਪੁਰ 'ਚ — [58, 353, 238, 380]
photo-caption-right: ਸੁਖਮਿੰਦਰ ਸਿੰਘ ਸੰਧੂ — [294, 588, 372, 600]
photo-sukhminder-singh-sandhu — [263, 398, 403, 583]
